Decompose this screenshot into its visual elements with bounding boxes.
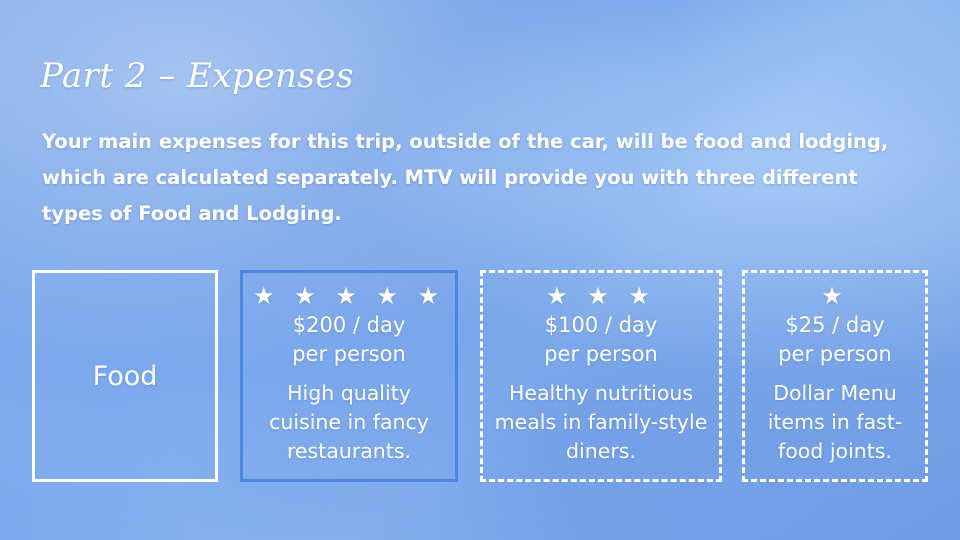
tier-price-unit: per person bbox=[292, 342, 406, 366]
tier-card-five-star[interactable] bbox=[240, 270, 458, 482]
intro-paragraph: Your main expenses for this trip, outside of the car, will be food and lodging, which are calculated separately. MTV will provide you with three different types of Food and Lodging. bbox=[42, 130, 889, 225]
food-category-box bbox=[32, 270, 218, 482]
tier-price: $200 / day bbox=[292, 313, 406, 337]
tier-description: High quality cuisine in fancy restaurants. bbox=[269, 381, 429, 463]
slide-title: Part 2 – Expenses bbox=[40, 56, 354, 96]
tier-card-one-star[interactable] bbox=[742, 270, 928, 482]
star-rating-icons: ★ bbox=[821, 282, 849, 310]
tier-card-three-star[interactable] bbox=[480, 270, 722, 482]
tier-price: $100 / day bbox=[544, 313, 658, 337]
tier-price-unit: per person bbox=[544, 342, 658, 366]
tier-price-unit: per person bbox=[778, 342, 892, 366]
star-rating-icons: ★ ★ ★ bbox=[546, 282, 656, 310]
tier-price: $25 / day bbox=[785, 313, 885, 337]
food-label: Food bbox=[92, 360, 158, 392]
star-rating-icons: ★ ★ ★ ★ ★ bbox=[252, 282, 446, 310]
tier-description: Healthy nutritious meals in family-style diners. bbox=[494, 381, 708, 463]
tier-description: Dollar Menu items in fast-food joints. bbox=[767, 381, 903, 463]
